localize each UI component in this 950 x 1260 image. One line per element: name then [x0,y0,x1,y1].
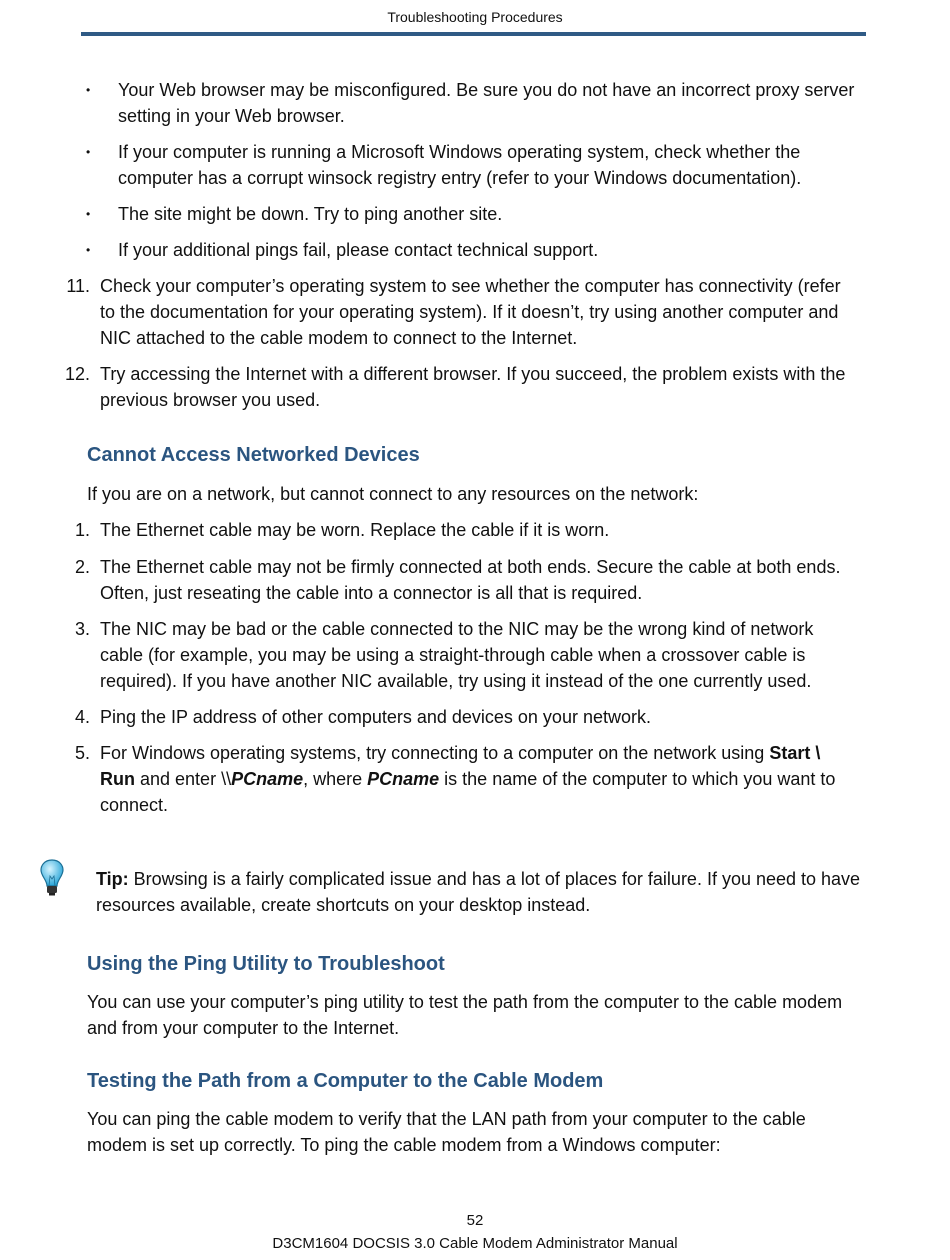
step-text: is the name of the computer to which you want to connect. [100,769,836,815]
footer-title: D3CM1604 DOCSIS 3.0 Cable Modem Administrator Manual [272,1235,678,1252]
pcname-term: PCname [367,769,440,789]
section-heading: Testing the Path from a Computer to the Cable Modem [87,1070,604,1092]
section-paragraph: You can use your computer’s ping utility to test the path from the computer to the cable modem and from your computer to the Internet. [87,992,843,1038]
section-paragraph: You can ping the cable modem to verify that the LAN path from your computer to the cable modem is set up correctly. To ping the cable modem from a Windows computer: [87,1109,806,1155]
step-number: 3. [74,619,90,639]
bullet-text: Your Web browser may be misconfigured. Be sure you do not have an incorrect proxy server setting in your Web browser. [118,80,855,126]
step-text: Try accessing the Internet with a different browser. If you succeed, the problem exists with the previous browser you used. [100,364,846,410]
step-item [74,517,860,543]
bullet-text: If your additional pings fail, please contact technical support. [118,240,599,260]
step-number: 2. [74,557,90,577]
bullet-text: If your computer is running a Microsoft Windows operating system, check whether the computer has a corrupt winsock registry entry (refer to your Windows documentation). [118,142,802,188]
lightbulb-icon [38,858,66,898]
bullet-item: • Your Web browser may be misconfigured. Be sure you do not have an incorrect proxy server setting in your Web browser. [86,80,855,126]
step-text: The NIC may be bad or the cable connected to the NIC may be the wrong kind of network cable (for example, you may be using a straight-through cable when a crossover cable is required). If you have another NIC available, try using it instead of the one currently used. [100,619,814,691]
page-number: 52 [466,1212,484,1229]
step-item [74,704,860,730]
tip-callout [96,866,866,918]
tip-label: Tip: [96,869,129,889]
step-text: The Ethernet cable may not be firmly connected at both ends. Secure the cable at both ends. Often, just reseating the cable into a connector is all that is required. [100,557,841,603]
step-text: , where [303,769,368,789]
step-number: 11. [66,276,90,296]
bullet-item: • The site might be down. Try to ping another site. [86,204,503,224]
bullet-item: • If your computer is running a Microsoft Windows operating system, check whether the computer has a corrupt winsock registry entry (refer to your Windows documentation). [86,142,802,188]
step-text: and enter \\ [135,769,232,789]
header-rule [81,32,866,36]
step-number: 12. [64,364,90,384]
step-text: Check your computer’s operating system to see whether the computer has connectivity (refer to the documentation for your operating system). If it doesn’t, try using another computer and NIC attached to the cable modem to connect to the Internet. [100,276,841,348]
step-text: For Windows operating systems, try connecting to a computer on the network using [100,743,770,763]
section-intro: If you are on a network, but cannot connect to any resources on the network: [87,484,699,504]
step-number: 5. [74,743,90,763]
bullet-item: • If your additional pings fail, please contact technical support. [86,240,599,260]
step-item [74,616,860,694]
running-header: Troubleshooting Procedures [387,9,563,25]
tip-text: Browsing is a fairly complicated issue and has a lot of places for failure. If you need to have resources available, create shortcuts on your desktop instead. [96,869,861,915]
pcname-term: PCname [231,769,304,789]
step-item [66,273,860,351]
step-text: The Ethernet cable may be worn. Replace the cable if it is worn. [100,520,610,540]
step-item [64,361,860,413]
bullet-text: The site might be down. Try to ping another site. [118,204,503,224]
step-number: 4. [74,707,90,727]
step-item [74,554,860,606]
menu-path: Start \ Run [100,743,821,789]
section-heading: Using the Ping Utility to Troubleshoot [87,953,445,975]
step-text: Ping the IP address of other computers and devices on your network. [100,707,651,727]
step-item [74,740,860,818]
step-number: 1. [74,520,90,540]
section-heading: Cannot Access Networked Devices [87,444,420,466]
